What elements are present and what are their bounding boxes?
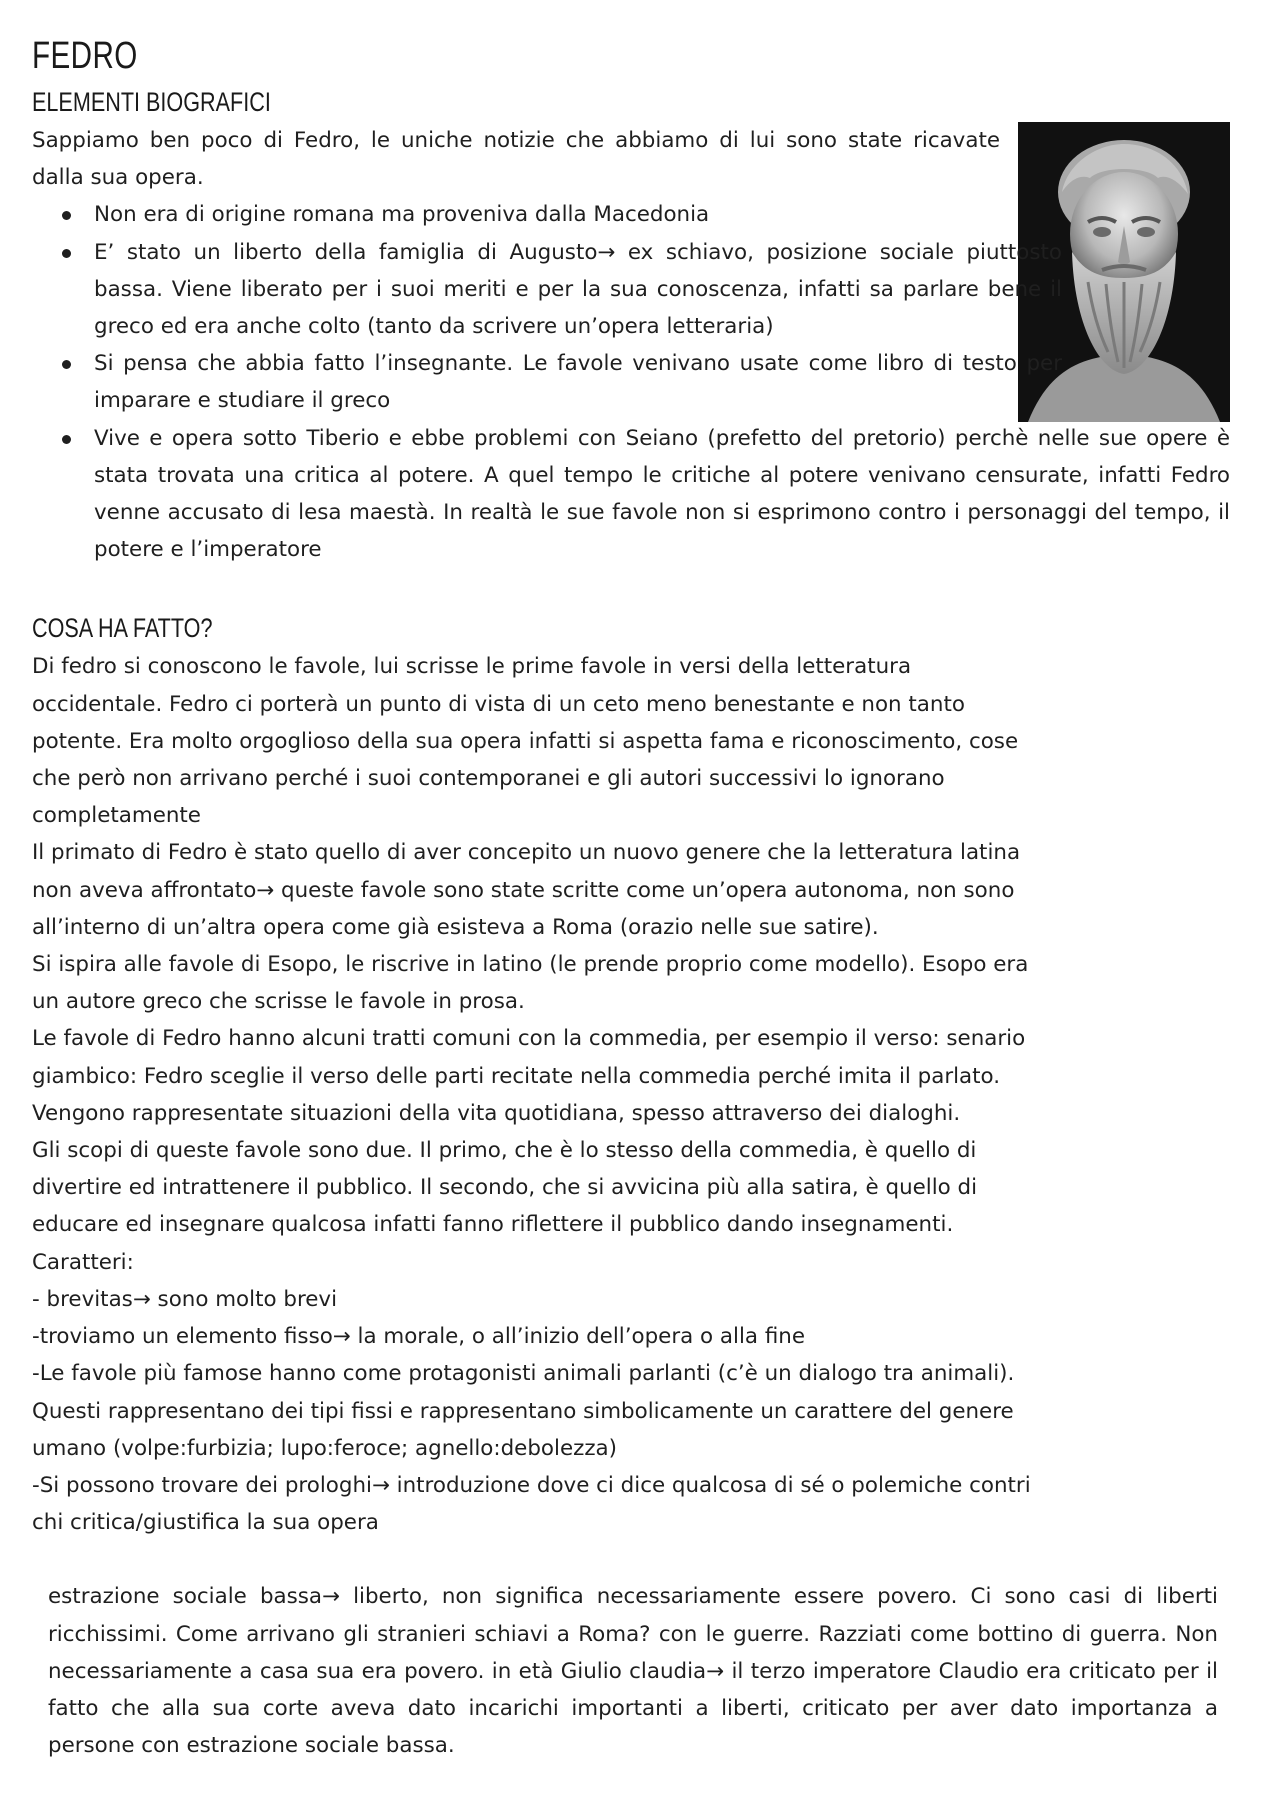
list-item: E’ stato un liberto della famiglia di Augusto→ ex schiavo, posizione sociale piuttosto bassa. Viene liberato per i suoi meriti e per la sua conoscenza, infatti sa parlare bene il greco ed era anche colto (tanto da scrivere un’opera letteraria) (32, 234, 1062, 346)
works-paragraph: Si ispira alle favole di Esopo, le riscrive in latino (le prende proprio come modello). Esopo era un autore greco che scrisse le favole in prosa. (32, 952, 1029, 1015)
works-paragraph: Il primato di Fedro è stato quello di aver concepito un nuovo genere che la letteratura latina non aveva affrontato→ queste favole sono state scritte come un’opera autonoma, non sono all’interno di un’altra opera come già esisteva a Roma (orazio nelle sue satire). (32, 840, 1021, 940)
list-item: Vive e opera sotto Tiberio e ebbe problemi con Seiano (prefetto del pretorio) perchè nelle sue opere è stata trovata una critica al potere. A quel tempo le critiche al potere venivano censurate, infatti Fedro venne accusato di lesa maestà. In realtà le sue favole non si esprimono contro i personaggi del tempo, il potere e l’imperatore (32, 420, 1230, 569)
works-paragraph: -troviamo un elemento fisso→ la morale, o all’inizio dell’opera o alla fine (32, 1324, 806, 1350)
works-paragraph: Di fedro si conoscono le favole, lui scrisse le prime favole in versi della letteratura occidentale. Fedro ci porterà un punto di vista di un ceto meno benestante e non tanto potente. Era molto orgoglioso della sua opera infatti si aspetta fama e riconoscimento, cose che però non arrivano perché i suoi contemporanei e gli autori successivi lo ignorano completamente (32, 654, 1019, 829)
side-note: estrazione sociale bassa→ liberto, non significa necessariamente essere povero. Ci sono casi di liberti ricchissimi. Come arrivano gli stranieri schiavi a Roma? con le guerre. Razziati come bottino di guerra. Non necessariamente a casa sua era povero. in età Giulio claudia→ il terzo imperatore Claudio era criticato per il fatto che alla sua corte aveva dato incarichi importanti a liberti, criticato per aver dato importanza a persone con estrazione sociale bassa. (48, 1584, 1218, 1759)
works-paragraph: Le favole di Fedro hanno alcuni tratti comuni con la commedia, per esempio il verso: senario giambico: Fedro sceglie il verso delle parti recitate nella commedia perché imita il parlato. Vengono rappresentate situazioni della vita quotidiana, spesso attraverso dei dialoghi. (32, 1026, 1026, 1126)
works-paragraph: -Si possono trovare dei prologhi→ introduzione dove ci dice qualcosa di sé o polemiche contri chi critica/giustifica la sua opera (32, 1472, 1031, 1536)
works-paragraph: Caratteri: (32, 1249, 134, 1275)
works-paragraph: - brevitas→ sono molto brevi (32, 1286, 338, 1312)
bullet-icon (62, 360, 71, 369)
bio-section (32, 122, 1230, 568)
bullet-icon (62, 435, 71, 444)
bullet-icon (62, 211, 71, 220)
page-title: FEDRO (32, 35, 138, 77)
works-section (32, 648, 1032, 1541)
works-paragraph: -Le favole più famose hanno come protagonisti animali parlanti (c’è un dialogo tra animali). Questi rappresentano dei tipi fissi e rappresentano simbolicamente un carattere del genere umano (volpe:furbizia; lupo:feroce; agnello:debolezza) (32, 1361, 1015, 1461)
works-paragraph: Gli scopi di queste favole sono due. Il primo, che è lo stesso della commedia, è quello di divertire ed intrattenere il pubblico. Il secondo, che si avvicina più alla satira, è quello di educare ed insegnare qualcosa infatti fanno riflettere il pubblico dando insegnamenti. (32, 1138, 978, 1238)
list-item: Si pensa che abbia fatto l’insegnante. Le favole venivano usate come libro di testo per imparare e studiare il greco (32, 345, 1062, 419)
bullet-icon (62, 249, 71, 258)
bio-bullet-list (32, 196, 1230, 568)
list-item: Non era di origine romana ma proveniva dalla Macedonia (32, 196, 1062, 233)
bio-intro: Sappiamo ben poco di Fedro, le uniche notizie che abbiamo di lui sono state ricavate dalla sua opera. (32, 128, 1000, 191)
section-heading-works: COSA HA FATTO? (32, 613, 213, 644)
section-heading-bio: ELEMENTI BIOGRAFICI (32, 87, 271, 117)
